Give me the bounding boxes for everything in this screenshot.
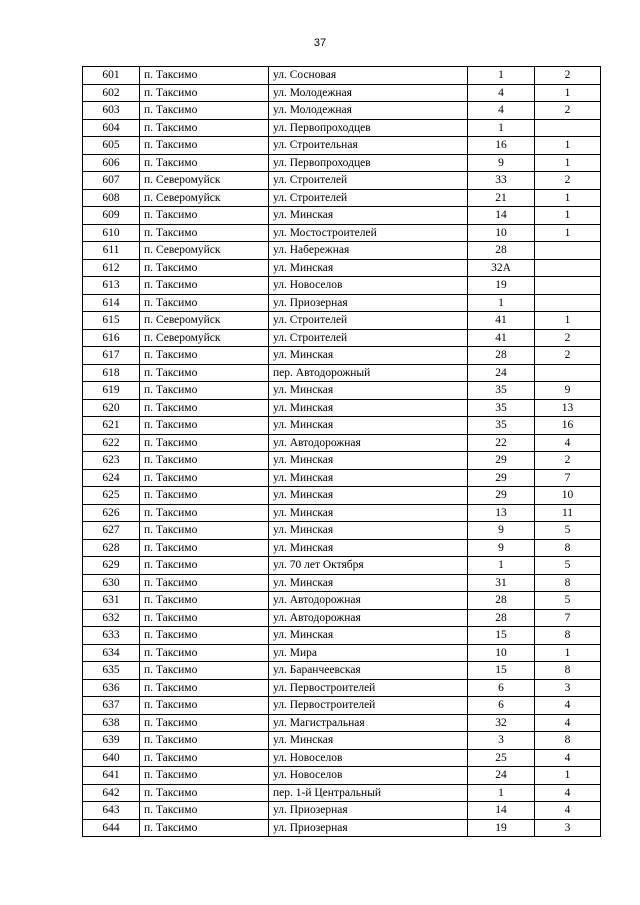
row-number-cell: 620 xyxy=(83,399,140,417)
settlement-cell: п. Таксимо xyxy=(140,364,269,382)
row-number-cell: 603 xyxy=(83,102,140,120)
street-cell: ул. Новоселов xyxy=(269,767,468,785)
apartment-cell xyxy=(535,277,601,295)
apartment-cell: 5 xyxy=(535,557,601,575)
house-number-cell: 16 xyxy=(468,137,535,155)
house-number-cell: 10 xyxy=(468,224,535,242)
apartment-cell: 4 xyxy=(535,714,601,732)
street-cell: ул. Минская xyxy=(269,522,468,540)
apartment-cell: 1 xyxy=(535,644,601,662)
table-row xyxy=(83,312,601,330)
apartment-cell: 7 xyxy=(535,609,601,627)
settlement-cell: п. Северомуйск xyxy=(140,172,269,190)
settlement-cell: п. Таксимо xyxy=(140,469,269,487)
table-row xyxy=(83,172,601,190)
house-number-cell: 32А xyxy=(468,259,535,277)
apartment-cell: 9 xyxy=(535,382,601,400)
settlement-cell: п. Северомуйск xyxy=(140,329,269,347)
table-row xyxy=(83,137,601,155)
row-number-cell: 632 xyxy=(83,609,140,627)
table-row xyxy=(83,539,601,557)
table-row xyxy=(83,294,601,312)
row-number-cell: 623 xyxy=(83,452,140,470)
house-number-cell: 28 xyxy=(468,242,535,260)
apartment-cell: 7 xyxy=(535,469,601,487)
settlement-cell: п. Таксимо xyxy=(140,347,269,365)
table-row xyxy=(83,592,601,610)
apartment-cell: 1 xyxy=(535,154,601,172)
house-number-cell: 1 xyxy=(468,557,535,575)
row-number-cell: 617 xyxy=(83,347,140,365)
house-number-cell: 9 xyxy=(468,539,535,557)
apartment-cell: 11 xyxy=(535,504,601,522)
settlement-cell: п. Таксимо xyxy=(140,417,269,435)
street-cell: ул. Приозерная xyxy=(269,802,468,820)
settlement-cell: п. Таксимо xyxy=(140,767,269,785)
apartment-cell: 8 xyxy=(535,627,601,645)
apartment-cell: 1 xyxy=(535,312,601,330)
house-number-cell: 24 xyxy=(468,364,535,382)
apartment-cell: 8 xyxy=(535,574,601,592)
row-number-cell: 609 xyxy=(83,207,140,225)
table-row xyxy=(83,662,601,680)
settlement-cell: п. Таксимо xyxy=(140,539,269,557)
house-number-cell: 29 xyxy=(468,452,535,470)
house-number-cell: 4 xyxy=(468,102,535,120)
house-number-cell: 28 xyxy=(468,609,535,627)
house-number-cell: 21 xyxy=(468,189,535,207)
table-row xyxy=(83,189,601,207)
apartment-cell: 3 xyxy=(535,679,601,697)
street-cell: ул. Приозерная xyxy=(269,819,468,837)
apartment-cell: 1 xyxy=(535,207,601,225)
settlement-cell: п. Таксимо xyxy=(140,102,269,120)
house-number-cell: 28 xyxy=(468,347,535,365)
apartment-cell: 4 xyxy=(535,434,601,452)
table-row xyxy=(83,644,601,662)
settlement-cell: п. Таксимо xyxy=(140,574,269,592)
apartment-cell: 8 xyxy=(535,539,601,557)
street-cell: ул. Баранчеевская xyxy=(269,662,468,680)
table-row xyxy=(83,452,601,470)
settlement-cell: п. Северомуйск xyxy=(140,189,269,207)
house-number-cell: 35 xyxy=(468,399,535,417)
house-number-cell: 14 xyxy=(468,802,535,820)
table-row xyxy=(83,504,601,522)
table-row xyxy=(83,767,601,785)
row-number-cell: 604 xyxy=(83,119,140,137)
address-table-body xyxy=(83,67,601,837)
row-number-cell: 627 xyxy=(83,522,140,540)
street-cell: ул. Мостостроителей xyxy=(269,224,468,242)
apartment-cell: 2 xyxy=(535,452,601,470)
table-row xyxy=(83,627,601,645)
row-number-cell: 613 xyxy=(83,277,140,295)
house-number-cell: 19 xyxy=(468,277,535,295)
row-number-cell: 612 xyxy=(83,259,140,277)
street-cell: ул. Строителей xyxy=(269,312,468,330)
table-row xyxy=(83,732,601,750)
house-number-cell: 14 xyxy=(468,207,535,225)
house-number-cell: 41 xyxy=(468,312,535,330)
table-row xyxy=(83,714,601,732)
street-cell: ул. Минская xyxy=(269,417,468,435)
street-cell: ул. Минская xyxy=(269,539,468,557)
table-row xyxy=(83,819,601,837)
row-number-cell: 614 xyxy=(83,294,140,312)
settlement-cell: п. Таксимо xyxy=(140,714,269,732)
house-number-cell: 6 xyxy=(468,697,535,715)
settlement-cell: п. Таксимо xyxy=(140,732,269,750)
street-cell: ул. Автодорожная xyxy=(269,592,468,610)
row-number-cell: 636 xyxy=(83,679,140,697)
street-cell: ул. Молодежная xyxy=(269,102,468,120)
apartment-cell: 8 xyxy=(535,662,601,680)
settlement-cell: п. Таксимо xyxy=(140,557,269,575)
page-number: 37 xyxy=(313,37,327,49)
table-row xyxy=(83,469,601,487)
row-number-cell: 640 xyxy=(83,749,140,767)
table-row xyxy=(83,417,601,435)
street-cell: ул. Мира xyxy=(269,644,468,662)
apartment-cell: 1 xyxy=(535,189,601,207)
table-row xyxy=(83,434,601,452)
settlement-cell: п. Таксимо xyxy=(140,434,269,452)
settlement-cell: п. Таксимо xyxy=(140,504,269,522)
table-row xyxy=(83,242,601,260)
settlement-cell: п. Таксимо xyxy=(140,277,269,295)
street-cell: ул. Новоселов xyxy=(269,749,468,767)
apartment-cell: 5 xyxy=(535,522,601,540)
row-number-cell: 606 xyxy=(83,154,140,172)
table-row xyxy=(83,609,601,627)
house-number-cell: 32 xyxy=(468,714,535,732)
settlement-cell: п. Таксимо xyxy=(140,259,269,277)
settlement-cell: п. Таксимо xyxy=(140,784,269,802)
table-row xyxy=(83,487,601,505)
settlement-cell: п. Таксимо xyxy=(140,802,269,820)
table-row xyxy=(83,749,601,767)
street-cell: ул. Первостроителей xyxy=(269,697,468,715)
house-number-cell: 4 xyxy=(468,84,535,102)
house-number-cell: 35 xyxy=(468,382,535,400)
row-number-cell: 639 xyxy=(83,732,140,750)
settlement-cell: п. Таксимо xyxy=(140,522,269,540)
house-number-cell: 24 xyxy=(468,767,535,785)
house-number-cell: 9 xyxy=(468,154,535,172)
settlement-cell: п. Таксимо xyxy=(140,154,269,172)
table-row xyxy=(83,347,601,365)
street-cell: ул. Новоселов xyxy=(269,277,468,295)
table-row xyxy=(83,399,601,417)
row-number-cell: 619 xyxy=(83,382,140,400)
street-cell: ул. Строителей xyxy=(269,189,468,207)
settlement-cell: п. Таксимо xyxy=(140,382,269,400)
street-cell: ул. Минская xyxy=(269,259,468,277)
settlement-cell: п. Таксимо xyxy=(140,697,269,715)
street-cell: ул. Минская xyxy=(269,207,468,225)
table-row xyxy=(83,784,601,802)
house-number-cell: 35 xyxy=(468,417,535,435)
address-table xyxy=(82,66,601,837)
street-cell: ул. Молодежная xyxy=(269,84,468,102)
apartment-cell: 4 xyxy=(535,697,601,715)
apartment-cell: 2 xyxy=(535,102,601,120)
street-cell: ул. Приозерная xyxy=(269,294,468,312)
street-cell: ул. Минская xyxy=(269,487,468,505)
row-number-cell: 622 xyxy=(83,434,140,452)
street-cell: ул. Минская xyxy=(269,399,468,417)
row-number-cell: 634 xyxy=(83,644,140,662)
row-number-cell: 644 xyxy=(83,819,140,837)
settlement-cell: п. Таксимо xyxy=(140,662,269,680)
apartment-cell xyxy=(535,119,601,137)
settlement-cell: п. Таксимо xyxy=(140,679,269,697)
row-number-cell: 631 xyxy=(83,592,140,610)
settlement-cell: п. Таксимо xyxy=(140,224,269,242)
settlement-cell: п. Северомуйск xyxy=(140,312,269,330)
row-number-cell: 643 xyxy=(83,802,140,820)
apartment-cell xyxy=(535,242,601,260)
row-number-cell: 621 xyxy=(83,417,140,435)
row-number-cell: 624 xyxy=(83,469,140,487)
street-cell: ул. Минская xyxy=(269,469,468,487)
table-row xyxy=(83,154,601,172)
street-cell: ул. Автодорожная xyxy=(269,434,468,452)
house-number-cell: 29 xyxy=(468,469,535,487)
table-row xyxy=(83,382,601,400)
house-number-cell: 33 xyxy=(468,172,535,190)
table-row xyxy=(83,697,601,715)
table-row xyxy=(83,557,601,575)
house-number-cell: 15 xyxy=(468,662,535,680)
apartment-cell: 13 xyxy=(535,399,601,417)
house-number-cell: 1 xyxy=(468,119,535,137)
table-row xyxy=(83,802,601,820)
house-number-cell: 6 xyxy=(468,679,535,697)
house-number-cell: 1 xyxy=(468,67,535,85)
apartment-cell: 8 xyxy=(535,732,601,750)
street-cell: пер. 1-й Центральный xyxy=(269,784,468,802)
row-number-cell: 618 xyxy=(83,364,140,382)
street-cell: ул. Автодорожная xyxy=(269,609,468,627)
apartment-cell: 4 xyxy=(535,784,601,802)
street-cell: ул. Минская xyxy=(269,627,468,645)
apartment-cell: 1 xyxy=(535,137,601,155)
street-cell: ул. Набережная xyxy=(269,242,468,260)
row-number-cell: 629 xyxy=(83,557,140,575)
row-number-cell: 601 xyxy=(83,67,140,85)
house-number-cell: 31 xyxy=(468,574,535,592)
settlement-cell: п. Таксимо xyxy=(140,84,269,102)
apartment-cell: 2 xyxy=(535,347,601,365)
table-row xyxy=(83,67,601,85)
house-number-cell: 1 xyxy=(468,294,535,312)
house-number-cell: 28 xyxy=(468,592,535,610)
street-cell: ул. Минская xyxy=(269,452,468,470)
house-number-cell: 22 xyxy=(468,434,535,452)
street-cell: ул. Строителей xyxy=(269,329,468,347)
apartment-cell xyxy=(535,294,601,312)
settlement-cell: п. Таксимо xyxy=(140,452,269,470)
street-cell: пер. Автодорожный xyxy=(269,364,468,382)
row-number-cell: 628 xyxy=(83,539,140,557)
row-number-cell: 610 xyxy=(83,224,140,242)
table-row xyxy=(83,224,601,242)
street-cell: ул. Минская xyxy=(269,347,468,365)
settlement-cell: п. Таксимо xyxy=(140,67,269,85)
apartment-cell: 4 xyxy=(535,802,601,820)
house-number-cell: 9 xyxy=(468,522,535,540)
row-number-cell: 633 xyxy=(83,627,140,645)
house-number-cell: 3 xyxy=(468,732,535,750)
street-cell: ул. Магистральная xyxy=(269,714,468,732)
house-number-cell: 41 xyxy=(468,329,535,347)
apartment-cell: 2 xyxy=(535,329,601,347)
row-number-cell: 635 xyxy=(83,662,140,680)
table-row xyxy=(83,574,601,592)
street-cell: ул. Минская xyxy=(269,504,468,522)
settlement-cell: п. Таксимо xyxy=(140,644,269,662)
house-number-cell: 13 xyxy=(468,504,535,522)
house-number-cell: 29 xyxy=(468,487,535,505)
table-row xyxy=(83,277,601,295)
house-number-cell: 25 xyxy=(468,749,535,767)
house-number-cell: 15 xyxy=(468,627,535,645)
row-number-cell: 602 xyxy=(83,84,140,102)
settlement-cell: п. Таксимо xyxy=(140,119,269,137)
street-cell: ул. 70 лет Октября xyxy=(269,557,468,575)
row-number-cell: 607 xyxy=(83,172,140,190)
street-cell: ул. Минская xyxy=(269,732,468,750)
table-row xyxy=(83,119,601,137)
table-row xyxy=(83,259,601,277)
settlement-cell: п. Таксимо xyxy=(140,487,269,505)
settlement-cell: п. Таксимо xyxy=(140,749,269,767)
row-number-cell: 605 xyxy=(83,137,140,155)
street-cell: ул. Первопроходцев xyxy=(269,119,468,137)
row-number-cell: 641 xyxy=(83,767,140,785)
apartment-cell: 10 xyxy=(535,487,601,505)
row-number-cell: 616 xyxy=(83,329,140,347)
apartment-cell: 3 xyxy=(535,819,601,837)
table-row xyxy=(83,329,601,347)
settlement-cell: п. Таксимо xyxy=(140,819,269,837)
street-cell: ул. Первопроходцев xyxy=(269,154,468,172)
table-row xyxy=(83,522,601,540)
apartment-cell: 4 xyxy=(535,749,601,767)
row-number-cell: 625 xyxy=(83,487,140,505)
apartment-cell: 5 xyxy=(535,592,601,610)
settlement-cell: п. Таксимо xyxy=(140,294,269,312)
street-cell: ул. Минская xyxy=(269,382,468,400)
row-number-cell: 637 xyxy=(83,697,140,715)
apartment-cell xyxy=(535,364,601,382)
street-cell: ул. Строительная xyxy=(269,137,468,155)
house-number-cell: 10 xyxy=(468,644,535,662)
settlement-cell: п. Таксимо xyxy=(140,137,269,155)
table-row xyxy=(83,84,601,102)
row-number-cell: 611 xyxy=(83,242,140,260)
row-number-cell: 642 xyxy=(83,784,140,802)
settlement-cell: п. Таксимо xyxy=(140,399,269,417)
apartment-cell: 2 xyxy=(535,172,601,190)
row-number-cell: 638 xyxy=(83,714,140,732)
table-row xyxy=(83,102,601,120)
settlement-cell: п. Таксимо xyxy=(140,592,269,610)
apartment-cell: 1 xyxy=(535,767,601,785)
apartment-cell: 2 xyxy=(535,67,601,85)
settlement-cell: п. Северомуйск xyxy=(140,242,269,260)
apartment-cell: 16 xyxy=(535,417,601,435)
street-cell: ул. Минская xyxy=(269,574,468,592)
settlement-cell: п. Таксимо xyxy=(140,609,269,627)
apartment-cell: 1 xyxy=(535,84,601,102)
apartment-cell: 1 xyxy=(535,224,601,242)
street-cell: ул. Сосновая xyxy=(269,67,468,85)
house-number-cell: 19 xyxy=(468,819,535,837)
house-number-cell: 1 xyxy=(468,784,535,802)
settlement-cell: п. Таксимо xyxy=(140,627,269,645)
table-row xyxy=(83,207,601,225)
street-cell: ул. Первостроителей xyxy=(269,679,468,697)
table-row xyxy=(83,679,601,697)
table-row xyxy=(83,364,601,382)
settlement-cell: п. Таксимо xyxy=(140,207,269,225)
row-number-cell: 608 xyxy=(83,189,140,207)
row-number-cell: 615 xyxy=(83,312,140,330)
row-number-cell: 626 xyxy=(83,504,140,522)
street-cell: ул. Строителей xyxy=(269,172,468,190)
row-number-cell: 630 xyxy=(83,574,140,592)
apartment-cell xyxy=(535,259,601,277)
